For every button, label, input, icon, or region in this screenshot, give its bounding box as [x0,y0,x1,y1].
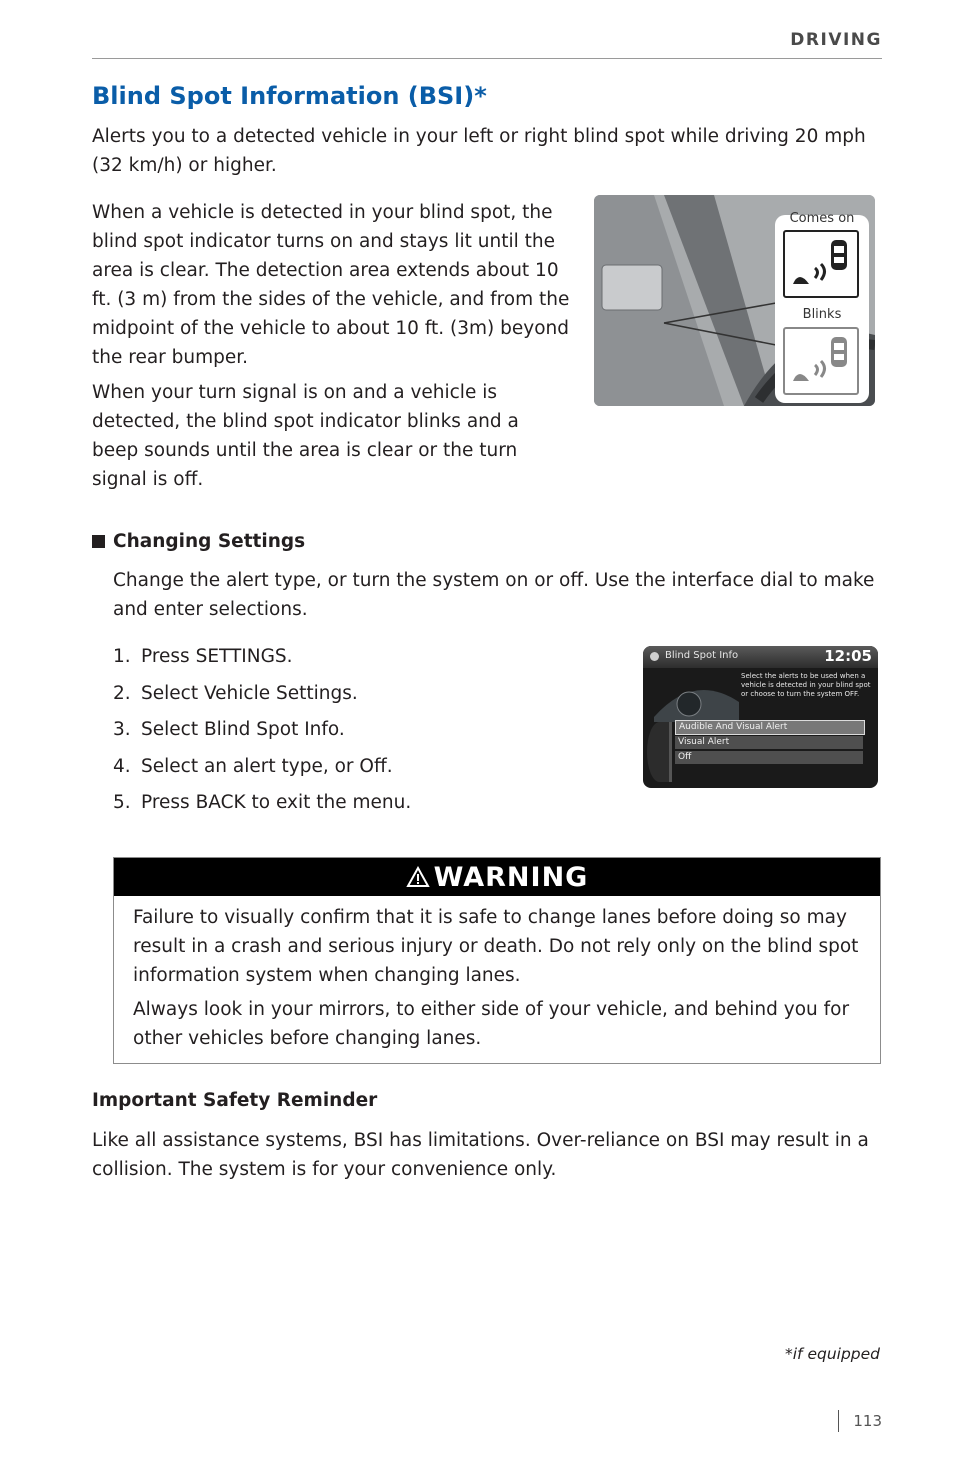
step-number: 3. [113,719,131,740]
step-number: 4. [113,755,131,777]
settings-icon [650,652,659,661]
list-item [113,788,411,825]
screen-description: Select the alerts to be used when a vehicle is detected in your blind spot or choose to turn the system OFF. [741,672,871,698]
page-number-text: 113 [853,1412,882,1430]
dial-arc [647,722,672,782]
settings-steps [113,642,411,825]
blind-spot-indicator-photo [594,195,875,406]
intro-paragraph: Alerts you to a detected vehicle in your left or right blind spot while driving 20 mph (32 km/h) or higher. [92,126,866,176]
step-text: Select an alert type, or Off. [141,755,393,777]
comes-on-label: Comes on [789,211,855,226]
warning-box [113,857,881,1064]
header-rule [92,58,882,59]
step-text: Select Vehicle Settings. [141,682,358,704]
warning-text-2: Always look in your mirrors, to either side of your vehicle, and behind you for other vehicles before changing lanes. [133,999,850,1049]
list-item [113,752,411,789]
heading-square-icon [92,535,105,548]
warning-text-1: Failure to visually confirm that it is safe to change lanes before doing so may result in a crash and serious injury or death. Do not rely only on the blind spot information system when changing lanes. [133,907,859,986]
option-off[interactable]: Off [675,751,863,764]
step-text: Select Blind Spot Info. [141,719,345,740]
step-number: 5. [113,792,131,813]
changing-settings-title: Changing Settings [113,531,306,552]
step-number: 2. [113,682,131,704]
page-number [838,1410,882,1432]
screen-title: Blind Spot Info [665,650,739,661]
page-divider [838,1410,839,1432]
option-audible-visual[interactable]: Audible And Visual Alert [675,720,865,735]
section-label: DRIVING [790,30,882,50]
list-item [113,642,411,679]
step-number: 1. [113,646,131,667]
safety-reminder-text: Like all assistance systems, BSI has limitations. Over-reliance on BSI may result in a collision. The system is for your convenience only. [92,1130,869,1180]
dashboard-thumbnail [649,672,739,722]
screen-clock: 12:05 [824,647,872,665]
blind-spot-on-icon [785,232,857,296]
indicator-callout [775,211,869,403]
footnote: *if equipped [785,1345,880,1363]
changing-settings-heading [92,531,305,552]
warning-banner [114,858,880,896]
step-text: Press SETTINGS. [141,646,293,667]
page-title: Blind Spot Information (BSI)* [92,82,487,110]
changing-settings-text: Change the alert type, or turn the system on or off. Use the interface dial to make and enter selections. [113,570,875,620]
warning-triangle-icon [406,866,430,888]
blinks-label: Blinks [802,307,842,322]
detection-paragraph: When a vehicle is detected in your blind spot, the blind spot indicator turns on and stays lit until the area is clear. The detection area extends about 10 ft. (3 m) from the sides of the vehicle, and from the midpoint of the vehicle to about 10 ft. (3m) beyond the rear bumper. [92,202,570,368]
step-text: Press BACK to exit the menu. [141,792,412,813]
settings-screen [643,646,878,788]
list-item [113,715,411,752]
list-item [113,679,411,716]
turn-signal-paragraph: When your turn signal is on and a vehicle is detected, the blind spot indicator blinks and a beep sounds until the area is clear or the turn signal is off. [92,382,519,490]
indicator-on [783,230,859,298]
warning-label: WARNING [433,861,589,893]
safety-reminder-heading: Important Safety Reminder [92,1090,378,1111]
blind-spot-blink-icon [785,329,857,393]
indicator-blinking [783,327,859,395]
option-visual[interactable]: Visual Alert [675,736,863,749]
